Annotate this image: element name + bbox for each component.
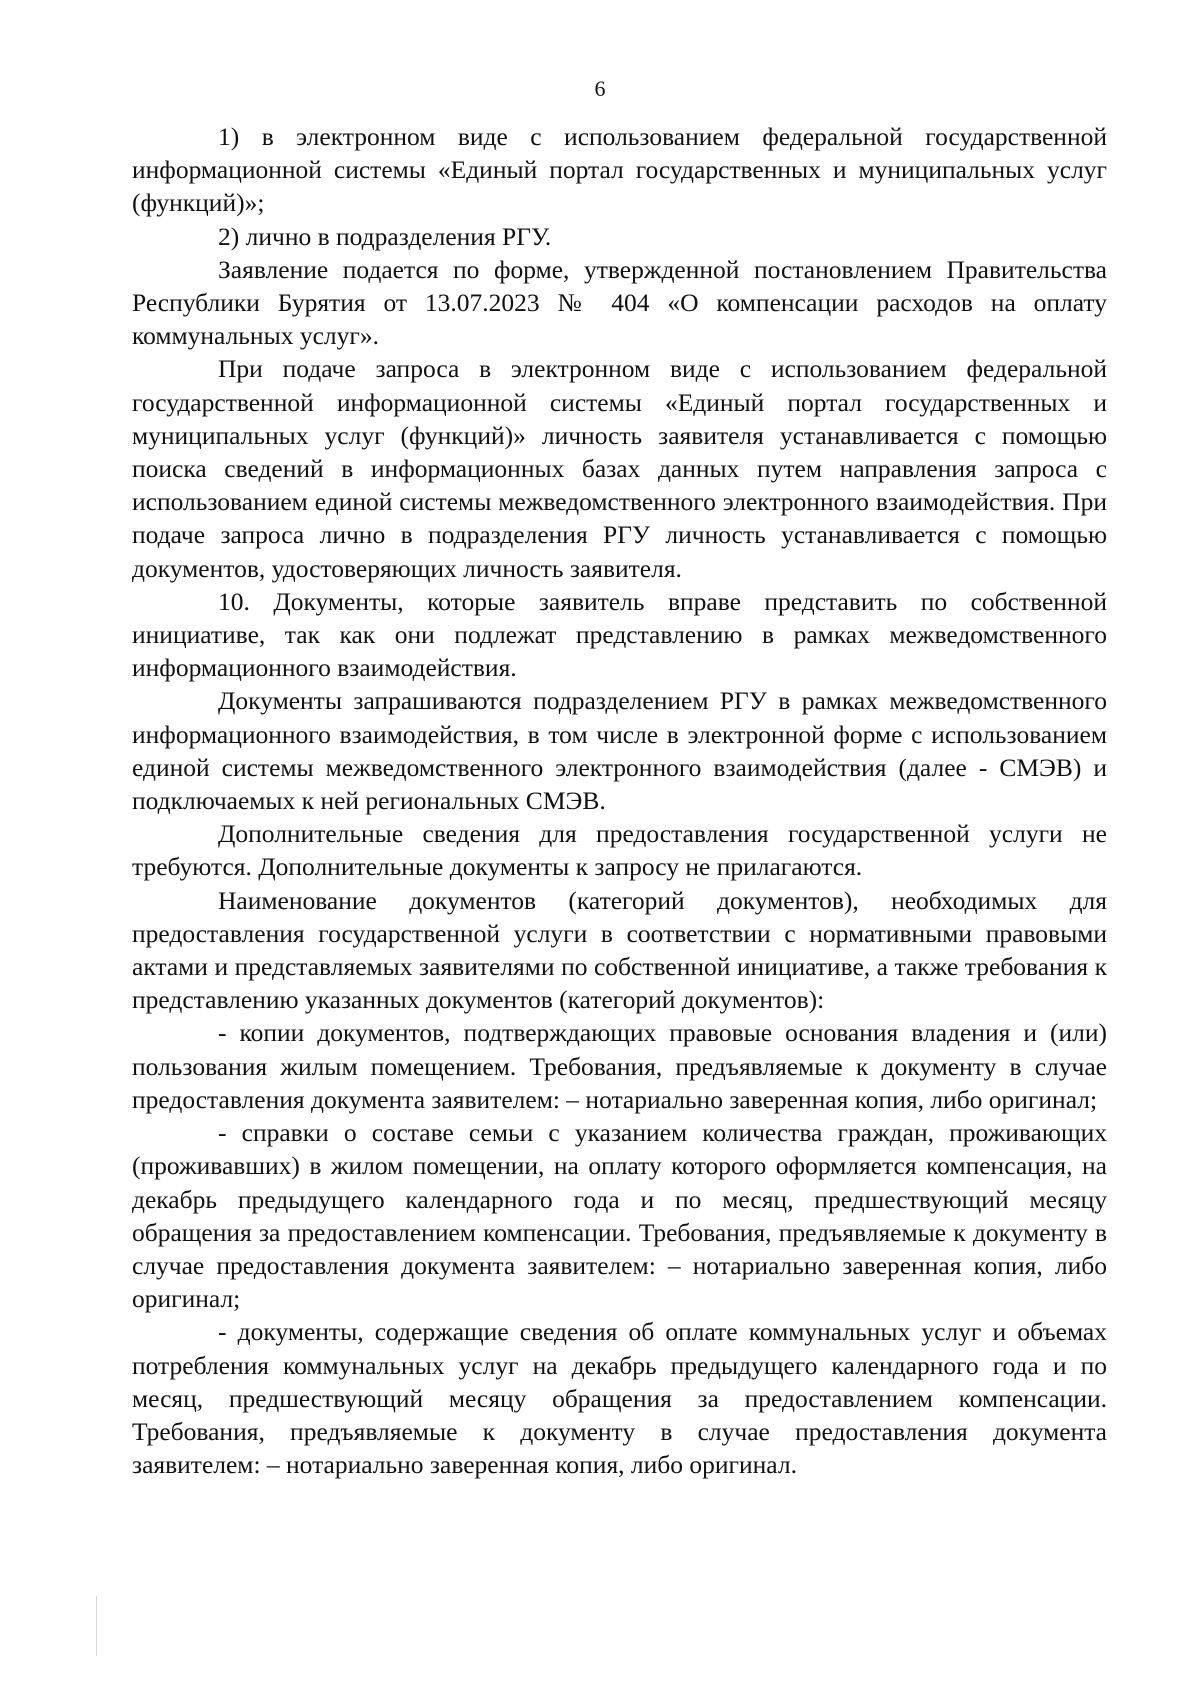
page-number: 6 [594, 76, 606, 101]
paragraph-submission-electronic: 1) в электронном виде с использованием федеральной государственной информационной системы «Единый портал государственных и муниципальных услуг (функций)»; [132, 122, 1107, 218]
paragraph-identity-verification: При подаче запроса в электронном виде с использованием федеральной государственной информационной системы «Единый портал государственных и муниципальных услуг (функций)» личность заявителя устанавливается с помощью поиска сведений в информационных базах данных путем направления запроса с использованием единой системы межведомственного электронного взаимодействия. При подаче запроса лично в подразделения РГУ личность устанавливается с помощью документов, удостоверяющих личность заявителя. [132, 354, 1107, 583]
scan-margin-mark [96, 1596, 97, 1656]
paragraph-smev-requests: Документы запрашиваются подразделением РГУ в рамках межведомственного информационного взаимодействия, в том числе в электронной форме с использованием единой системы межведомственного электронного взаимодействия (далее - СМЭВ) и подключаемых к ней региональных СМЭВ. [132, 686, 1107, 816]
document-body [132, 120, 1107, 1481]
list-item-ownership-documents: - копии документов, подтверждающих правовые основания владения и (или) пользования жилым помещением. Требования, предъявляемые к документу в случае предоставления документа заявителем: – нотариально заверенная копия, либо оригинал; [132, 1018, 1107, 1114]
list-item-utility-payment-documents: - документы, содержащие сведения об оплате коммунальных услуг и объемах потребления коммунальных услуг на декабрь предыдущего календарного года и по месяц, предшествующий месяцу обращения за предоставлением компенсации. Требования, предъявляемые к документу в случае предоставления документа заявителем: – нотариально заверенная копия, либо оригинал. [132, 1317, 1107, 1480]
paragraph-additional-info: Дополнительные сведения для предоставления государственной услуги не требуются. Дополнительные документы к запросу не прилагаются. [132, 819, 1107, 882]
paragraph-submission-in-person: 2) лично в подразделения РГУ. [218, 221, 552, 251]
paragraph-section-10: 10. Документы, которые заявитель вправе представить по собственной инициативе, так как они подлежат представлению в рамках межведомственного информационного взаимодействия. [132, 586, 1107, 683]
paragraph-document-list-intro: Наименование документов (категорий документов), необходимых для предоставления государственной услуги в соответствии с нормативными правовыми актами и представляемых заявителями по собственной инициативе, а также требования к представлению указанных документов (категорий документов): [132, 885, 1107, 1015]
paragraph-application-form: Заявление подается по форме, утвержденной постановлением Правительства Республики Бурятия от 13.07.2023 № 404 «О компенсации расходов на оплату коммунальных услуг». [132, 254, 1107, 351]
list-item-family-certificates: - справки о составе семьи с указанием количества граждан, проживающих (проживавших) в жилом помещении, на оплату которого оформляется компенсация, на декабрь предыдущего календарного года и по месяц, предшествующий месяцу обращения за предоставлением компенсации. Требования, предъявляемые к документу в случае предоставления документа заявителем: – нотариально заверенная копия, либо оригинал; [132, 1118, 1107, 1314]
